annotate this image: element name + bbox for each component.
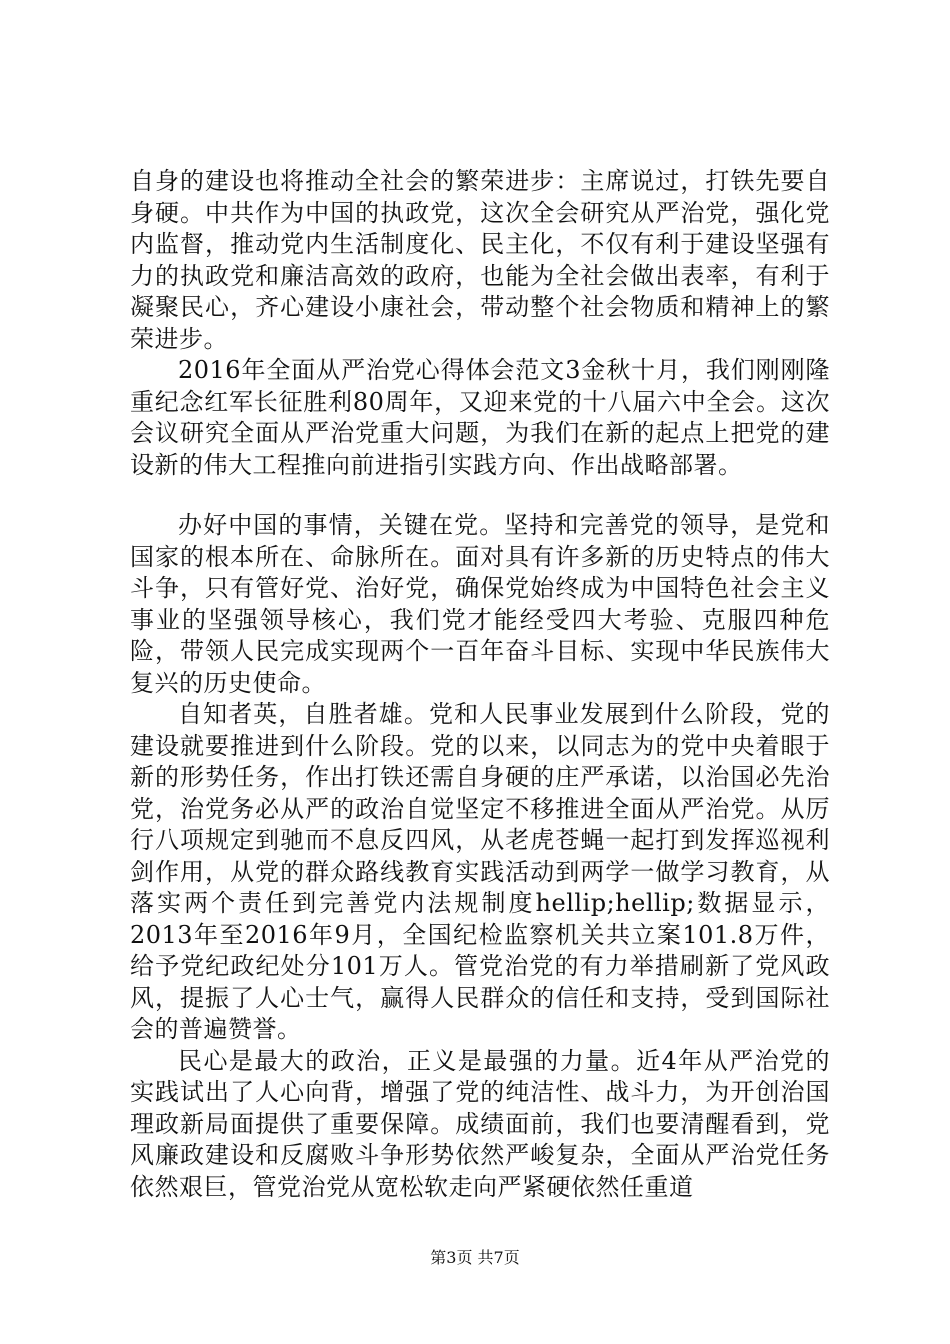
paragraph-public-support: 民心是最大的政治，正义是最强的力量。近4年从严治党的实践试出了人心向背，增强了党的纯洁性、战斗力，为开创治国理政新局面提供了重要保障。成绩面前，我们也要清醒看到，党风廉政建设和反腐败斗争形势依然严峻复杂，全面从严治党任务依然艰巨，管党治党从宽松软走向严紧硬依然任重道 bbox=[130, 1046, 830, 1201]
paragraph-essay-intro: 2016年全面从严治党心得体会范文3金秋十月，我们刚刚隆重纪念红军长征胜利80周年，又迎来党的十八届六中全会。这次会议研究全面从严治党重大问题，为我们在新的起点上把党的建设新的伟大工程推向前进指引实践方向、作出战略部署。 bbox=[130, 356, 830, 479]
paragraph-continuation: 自身的建设也将推动全社会的繁荣进步：主席说过，打铁先要自身硬。中共作为中国的执政党，这次全会研究从严治党，强化党内监督，推动党内生活制度化、民主化，不仅有利于建设坚强有力的执政党和廉洁高效的政府，也能为全社会做出表率，有利于凝聚民心，齐心建设小康社会，带动整个社会物质和精神上的繁荣进步。 bbox=[130, 167, 830, 353]
paragraph-self-knowledge: 自知者英，自胜者雄。党和人民事业发展到什么阶段，党的建设就要推进到什么阶段。党的以来，以同志为的党中央着眼于新的形势任务，作出打铁还需自身硬的庄严承诺，以治国必先治党，治党务必从严的政治自觉坚定不移推进全面从严治党。从厉行八项规定到驰而不息反四风，从老虎苍蝇一起打到发挥巡视利剑作用，从党的群众路线教育实践活动到两学一做学习教育，从落实两个责任到完善党内法规制度hellip;hellip;数据显示，2013年至2016年9月，全国纪检监察机关共立案101.8万件，给予党纪政纪处分101万人。管党治党的有力举措刷新了党风政风，提振了人心士气，赢得人民群众的信任和支持，受到国际社会的普遍赞誉。 bbox=[130, 700, 830, 1043]
document-body bbox=[130, 166, 830, 1203]
page-number-footer: 第3页 共7页 bbox=[430, 1248, 520, 1267]
paragraph-party-leadership: 办好中国的事情，关键在党。坚持和完善党的领导，是党和国家的根本所在、命脉所在。面对具有许多新的历史特点的伟大斗争，只有管好党、治好党，确保党始终成为中国特色社会主义事业的坚强领导核心，我们党才能经受四大考验、克服四种危险，带领人民完成实现两个一百年奋斗目标、实现中华民族伟大复兴的历史使命。 bbox=[130, 511, 830, 697]
